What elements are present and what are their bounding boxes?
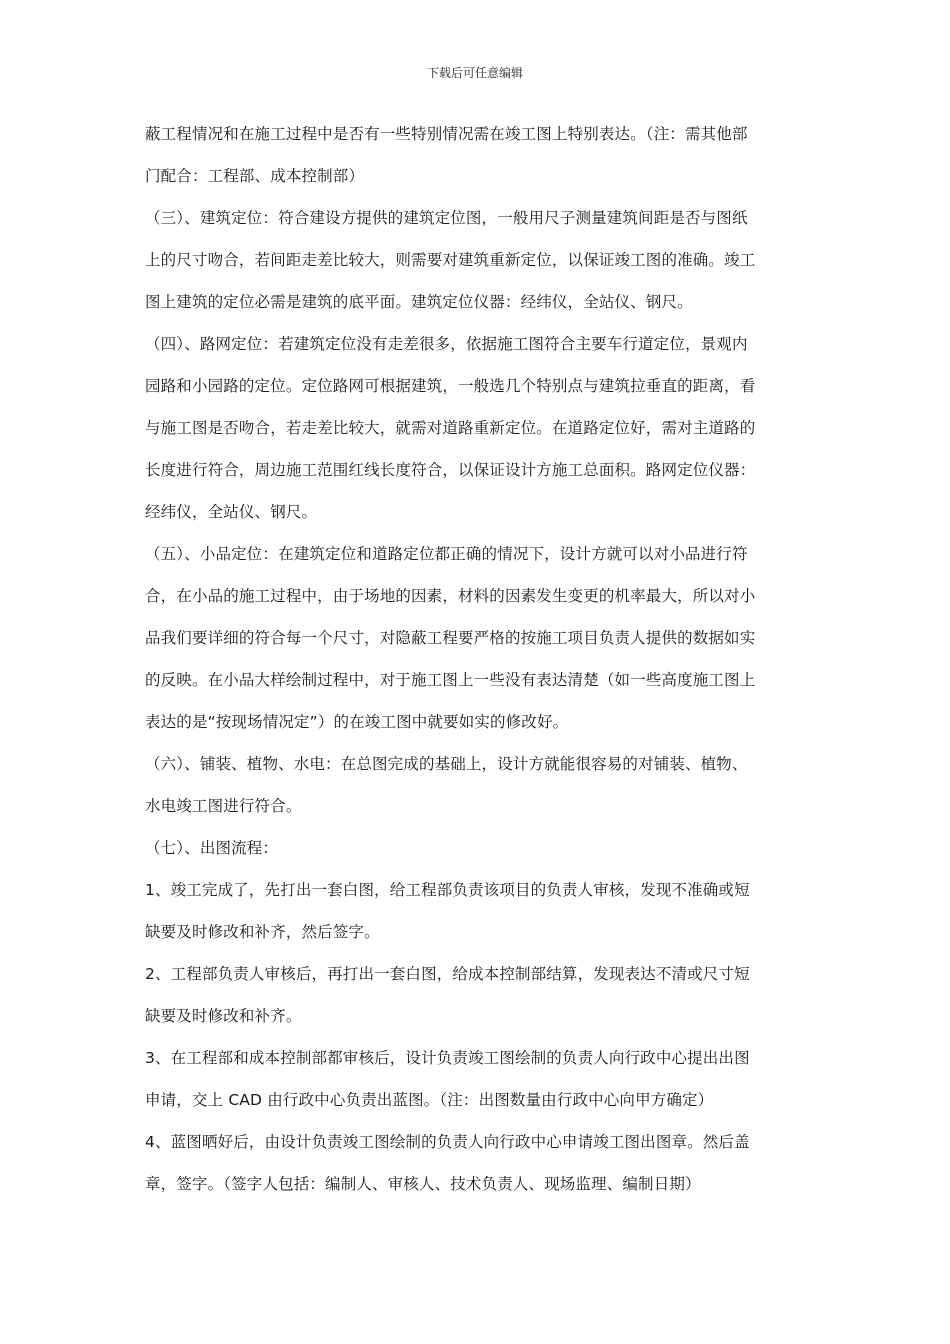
text-line: 合，在小品的施工过程中，由于场地的因素，材料的因素发生变更的机率最大，所以对小 (145, 587, 756, 605)
text-line: 与施工图是否吻合，若走差比较大，就需对道路重新定位。在道路定位好，需对主道路的 (145, 419, 756, 437)
text-line: 园路和小园路的定位。定位路网可根据建筑，一般选几个特别点与建筑拉垂直的距离，看 (145, 377, 756, 395)
text-line: 长度进行符合，周边施工范围红线长度符合，以保证设计方施工总面积。路网定位仪器： (145, 461, 756, 479)
text-line: 缺要及时修改和补齐。 (145, 1007, 302, 1025)
text-line: （五）、小品定位：在建筑定位和道路定位都正确的情况下，设计方就可以对小品进行符 (145, 545, 748, 563)
text-line: 4、蓝图晒好后，由设计负责竣工图绘制的负责人向行政中心申请竣工图出图章。然后盖 (145, 1133, 750, 1151)
text-line: 缺要及时修改和补齐，然后签字。 (145, 923, 380, 941)
text-line: 水电竣工图进行符合。 (145, 797, 302, 815)
page-header (0, 64, 950, 82)
text-line: 2、工程部负责人审核后，再打出一套白图，给成本控制部结算，发现表达不清或尺寸短 (145, 965, 750, 983)
text-line: 章，签字。（签字人包括：编制人、审核人、技术负责人、现场监理、编制日期） (145, 1175, 701, 1193)
header-text: 下载后可任意编辑 (426, 66, 523, 80)
text-line: （六）、铺装、植物、水电：在总图完成的基础上，设计方就能很容易的对铺装、植物、 (145, 755, 748, 773)
text-line: 的反映。在小品大样绘制过程中，对于施工图上一些没有表达清楚（如一些高度施工图上 (145, 671, 756, 689)
text-line: 上的尺寸吻合，若间距走差比较大，则需要对建筑重新定位，以保证竣工图的准确。竣工 (145, 251, 756, 269)
text-line: 经纬仪，全站仪、钢尺。 (145, 503, 318, 521)
text-line: 申请，交上 CAD 由行政中心负责出蓝图。（注：出图数量由行政中心向甲方确定） (145, 1091, 714, 1109)
text-line: （七）、出图流程： (145, 839, 279, 857)
text-line: 门配合：工程部、成本控制部） (145, 167, 365, 185)
document-body (145, 124, 809, 1216)
text-line: （四）、路网定位：若建筑定位没有走差很多，依据施工图符合主要车行道定位，景观内 (145, 335, 748, 353)
text-line: 3、在工程部和成本控制部都审核后，设计负责竣工图绘制的负责人向行政中心提出出图 (145, 1049, 750, 1067)
text-line: 图上建筑的定位必需是建筑的底平面。建筑定位仪器：经纬仪，全站仪、钢尺。 (145, 293, 693, 311)
text-line: （三）、建筑定位：符合建设方提供的建筑定位图，一般用尺子测量建筑间距是否与图纸 (145, 209, 748, 227)
text-line: 品我们要详细的符合每一个尺寸，对隐蔽工程要严格的按施工项目负责人提供的数据如实 (145, 629, 756, 647)
text-line: 蔽工程情况和在施工过程中是否有一些特别情况需在竣工图上特别表达。（注：需其他部 (145, 125, 748, 143)
text-line: 1、竣工完成了，先打出一套白图，给工程部负责该项目的负责人审核，发现不准确或短 (145, 881, 750, 899)
text-line: 表达的是“按现场情况定”）的在竣工图中就要如实的修改好。 (145, 713, 569, 731)
